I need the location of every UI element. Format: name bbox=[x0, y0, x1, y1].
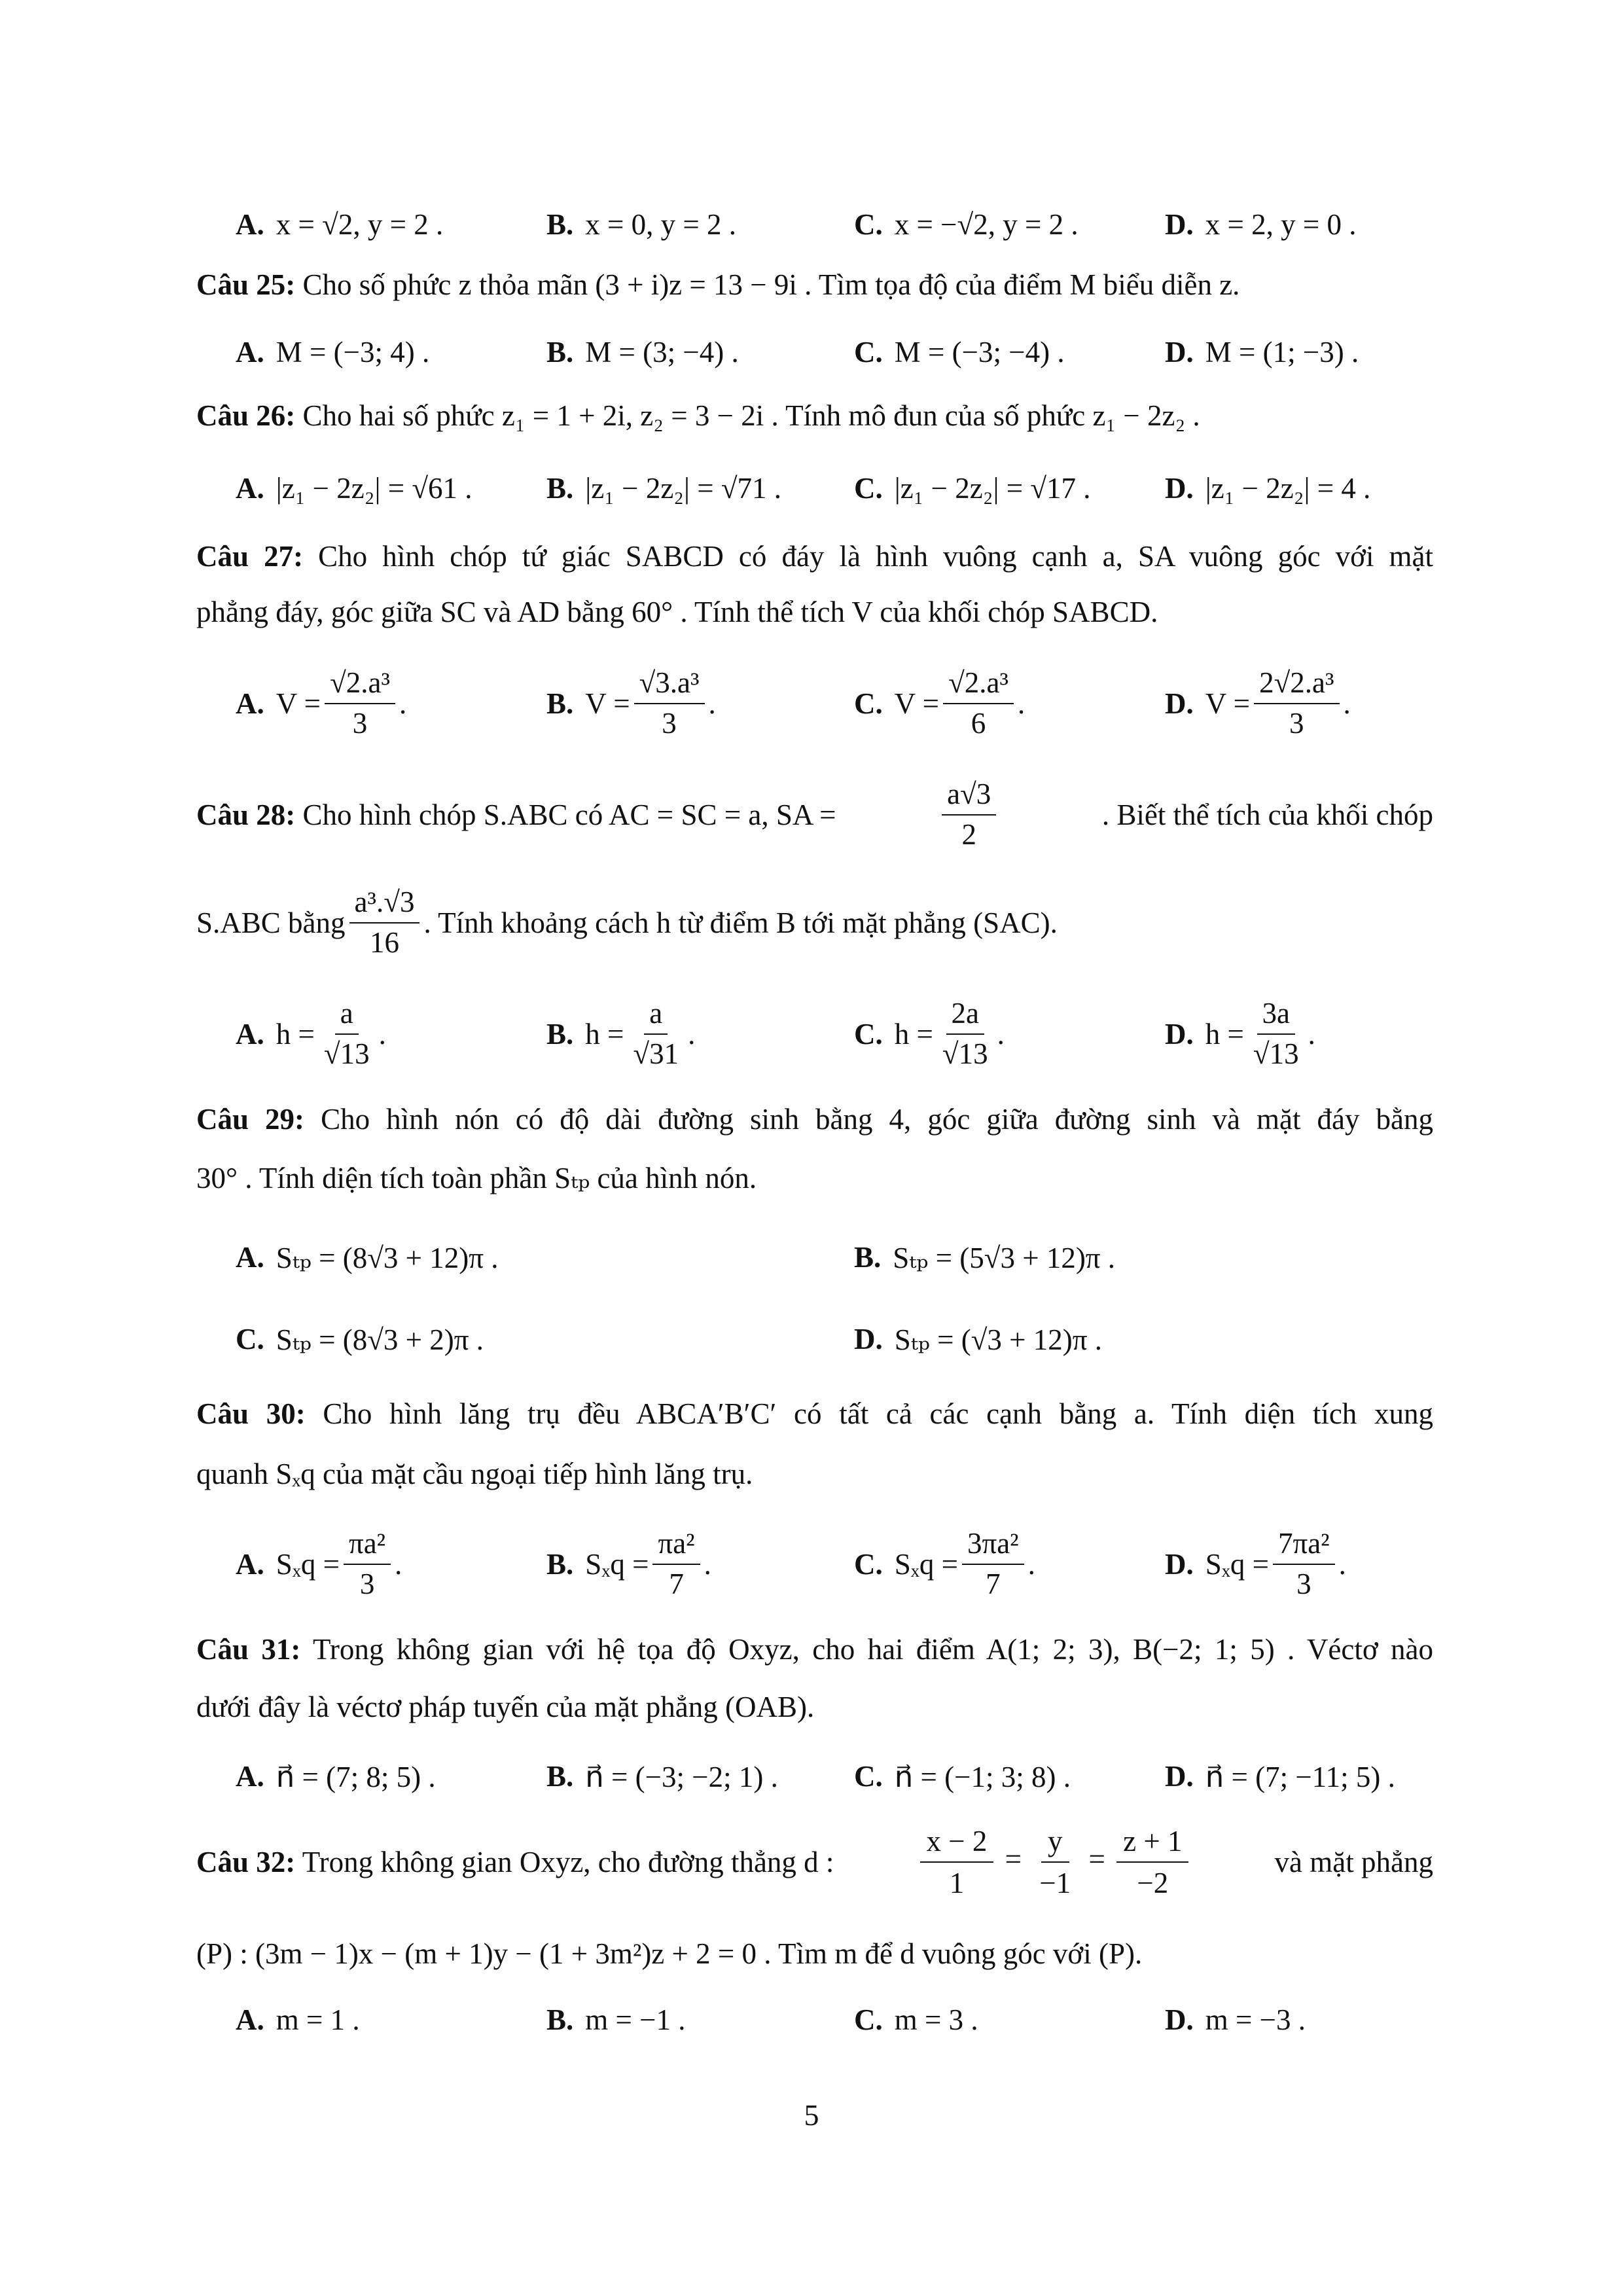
q25-stem: Câu 25: Cho số phức z thỏa mãn (3 + i)z = 13 − 9i . Tìm tọa độ của điểm M biểu diễn z. bbox=[196, 268, 1240, 301]
q26-option-c[interactable]: C. |z₁ − 2z₂| = √17 . bbox=[854, 472, 1091, 505]
q28-stem-line2: S.ABC bằng $\frac{\text{a³.√3}}{16}$ . Tính khoảng cách h từ điểm B tới mặt phẳng (SAC). bbox=[196, 886, 1058, 959]
fraction: $\frac{3a}{√13}$ bbox=[1253, 997, 1299, 1070]
fraction: $\frac{\text{a³.√3}}{16}$ bbox=[349, 886, 420, 960]
q25-option-d[interactable]: D. M = (1; −3) . bbox=[1165, 336, 1359, 368]
q27-options bbox=[196, 655, 1433, 753]
q26-option-b[interactable]: B. |z₁ − 2z₂| = √71 . bbox=[546, 472, 782, 505]
q31-stem-line2: dưới đây là véctơ pháp tuyến của mặt phẳng (OAB). bbox=[196, 1691, 815, 1723]
fraction: $\frac{\text{πa²}}{7}$ bbox=[652, 1527, 700, 1602]
q30-stem-line2: quanh Sₓq của mặt cầu ngoại tiếp hình lăng trụ. bbox=[196, 1458, 753, 1490]
q28-option-b[interactable]: B. h = $\frac{a}{√31}$ . bbox=[546, 997, 696, 1070]
q27-option-a[interactable]: A. V = $\frac{\text{√2.a³}}{3}$ . bbox=[236, 666, 407, 740]
fraction: $\frac{\text{πa²}}{3}$ bbox=[344, 1527, 391, 1602]
q29-option-c[interactable]: C. Sₜₚ = (8√3 + 2)π . bbox=[236, 1323, 484, 1356]
q28-option-d[interactable]: D. h = $\frac{3a}{√13}$ . bbox=[1165, 997, 1315, 1070]
equals-sign: = bbox=[1088, 1842, 1105, 1876]
q32-stem-line2: (P) : (3m − 1)x − (m + 1)y − (1 + 3m²)z + 2 = 0 . Tìm m để d vuông góc với (P). bbox=[196, 1937, 1143, 1970]
q27-option-c[interactable]: C. V = $\frac{\text{√2.a³}}{6}$ . bbox=[854, 666, 1026, 740]
fraction: $\frac{y}{-1}$ bbox=[1039, 1825, 1071, 1899]
q29-options-row1 bbox=[196, 1227, 1433, 1287]
q31-option-b[interactable]: B. n⃗ = (−3; −2; 1) . bbox=[546, 1760, 778, 1793]
fraction: $\frac{2a}{√13}$ bbox=[942, 997, 988, 1070]
q26-option-a[interactable]: A. |z₁ − 2z₂| = √61 . bbox=[236, 472, 473, 505]
q29-stem-line1: Câu 29: Cho hình nón có độ dài đường sinh bằng 4, góc giữa đường sinh và mặt đáy bằng bbox=[196, 1103, 1434, 1136]
q28-stem-line1: Câu 28: Cho hình chóp S.ABC có AC = SC = a, SA = $\frac{a√3}{2}$ . Biết thể tích của khối chóp bbox=[196, 778, 1433, 851]
q32-options bbox=[196, 1990, 1433, 2050]
fraction: $\frac{\text{√2.a³}}{6}$ bbox=[943, 666, 1014, 741]
q32-option-a[interactable]: A. m = 1 . bbox=[236, 2003, 360, 2036]
q31-options bbox=[196, 1746, 1433, 1806]
q32-option-c[interactable]: C. m = 3 . bbox=[854, 2003, 978, 2036]
q30-option-a[interactable]: A. Sₓq = $\frac{\text{πa²}}{3}$ . bbox=[236, 1527, 402, 1600]
q29-option-b[interactable]: B. Sₜₚ = (5√3 + 12)π . bbox=[854, 1241, 1116, 1274]
q24-option-d[interactable]: D. x = 2, y = 0 . bbox=[1165, 208, 1357, 241]
fraction: $\frac{\text{√2.a³}}{3}$ bbox=[325, 666, 395, 741]
fraction: $\frac{x - 2}{1}$ bbox=[920, 1823, 994, 1901]
q31-option-a[interactable]: A. n⃗ = (7; 8; 5) . bbox=[236, 1760, 436, 1793]
q25-option-b[interactable]: B. M = (3; −4) . bbox=[546, 336, 739, 368]
q25-options bbox=[196, 322, 1433, 382]
q25-option-c[interactable]: C. M = (−3; −4) . bbox=[854, 336, 1065, 368]
q28-option-a[interactable]: A. h = $\frac{a}{√13}$ . bbox=[236, 997, 386, 1070]
q29-option-a[interactable]: A. Sₜₚ = (8√3 + 12)π . bbox=[236, 1241, 499, 1274]
fraction: $\frac{\text{7πa²}}{3}$ bbox=[1273, 1527, 1335, 1602]
page-number: 5 bbox=[804, 2098, 819, 2132]
q31-option-d[interactable]: D. n⃗ = (7; −11; 5) . bbox=[1165, 1760, 1395, 1793]
q26-stem: Câu 26: Cho hai số phức z₁ = 1 + 2i, z₂ = 3 − 2i . Tính mô đun của số phức z₁ − 2z₂ . bbox=[196, 399, 1200, 432]
q27-stem-line1: Câu 27: Cho hình chóp tứ giác SABCD có đáy là hình vuông cạnh a, SA vuông góc với mặt bbox=[196, 540, 1434, 573]
q28-option-c[interactable]: C. h = $\frac{2a}{√13}$ . bbox=[854, 997, 1005, 1070]
q27-option-b[interactable]: B. V = $\frac{\text{√3.a³}}{3}$ . bbox=[546, 666, 716, 740]
q32-option-d[interactable]: D. m = −3 . bbox=[1165, 2003, 1306, 2036]
q30-options bbox=[196, 1515, 1433, 1613]
equals-sign: = bbox=[1005, 1842, 1022, 1876]
q27-option-d[interactable]: D. V = $\frac{\text{2√2.a³}}{3}$ . bbox=[1165, 666, 1351, 740]
fraction: $\frac{a}{√31}$ bbox=[633, 997, 679, 1070]
fraction: $\frac{a√3}{2}$ bbox=[942, 778, 996, 852]
q31-option-c[interactable]: C. n⃗ = (−1; 3; 8) . bbox=[854, 1760, 1071, 1793]
q24-option-b[interactable]: B. x = 0, y = 2 . bbox=[546, 208, 737, 241]
q29-option-d[interactable]: D. Sₜₚ = (√3 + 12)π . bbox=[854, 1323, 1103, 1356]
q25-option-a[interactable]: A. M = (−3; 4) . bbox=[236, 336, 430, 368]
q32-stem-line1: Câu 32: Trong không gian Oxyz, cho đường thẳng d : $\frac{x - 2}{1}$ = $\frac{y}{-1}$ = $\frac{z + 1}{-2}$ và mặt phẳng bbox=[196, 1825, 1433, 1899]
fraction: $\frac{a}{√13}$ bbox=[323, 997, 370, 1070]
q30-option-c[interactable]: C. Sₓq = $\frac{\text{3πa²}}{7}$ . bbox=[854, 1527, 1035, 1600]
q30-option-b[interactable]: B. Sₓq = $\frac{\text{πa²}}{7}$ . bbox=[546, 1527, 711, 1600]
q29-stem-line2: 30° . Tính diện tích toàn phần Sₜₚ của hình nón. bbox=[196, 1162, 757, 1194]
q32-option-b[interactable]: B. m = −1 . bbox=[546, 2003, 686, 2036]
q27-stem-line2: phẳng đáy, góc giữa SC và AD bằng 60° . Tính thể tích V của khối chóp SABCD. bbox=[196, 596, 1158, 628]
q28-options bbox=[196, 985, 1433, 1083]
q30-option-d[interactable]: D. Sₓq = $\frac{\text{7πa²}}{3}$ . bbox=[1165, 1527, 1346, 1600]
q24-option-a[interactable]: A. x = √2, y = 2 . bbox=[236, 208, 444, 241]
fraction: $\frac{\text{3πa²}}{7}$ bbox=[962, 1527, 1024, 1602]
q24-option-c[interactable]: C. x = −√2, y = 2 . bbox=[854, 208, 1079, 241]
q26-option-d[interactable]: D. |z₁ − 2z₂| = 4 . bbox=[1165, 472, 1371, 505]
q30-stem-line1: Câu 30: Cho hình lăng trụ đều ABCA′B′C′ có tất cả các cạnh bằng a. Tính diện tích xung bbox=[196, 1397, 1433, 1430]
fraction: $\frac{\text{√3.a³}}{3}$ bbox=[634, 666, 705, 741]
q24-options bbox=[196, 194, 1433, 255]
q31-stem-line1: Câu 31: Trong không gian với hệ tọa độ Oxyz, cho hai điểm A(1; 2; 3), B(−2; 1; 5) . Véctơ nào bbox=[196, 1633, 1434, 1666]
fraction: $\frac{z + 1}{-2}$ bbox=[1116, 1823, 1188, 1901]
q29-options-row2 bbox=[196, 1309, 1433, 1369]
fraction: $\frac{\text{2√2.a³}}{3}$ bbox=[1254, 666, 1339, 741]
q26-options bbox=[196, 458, 1433, 518]
